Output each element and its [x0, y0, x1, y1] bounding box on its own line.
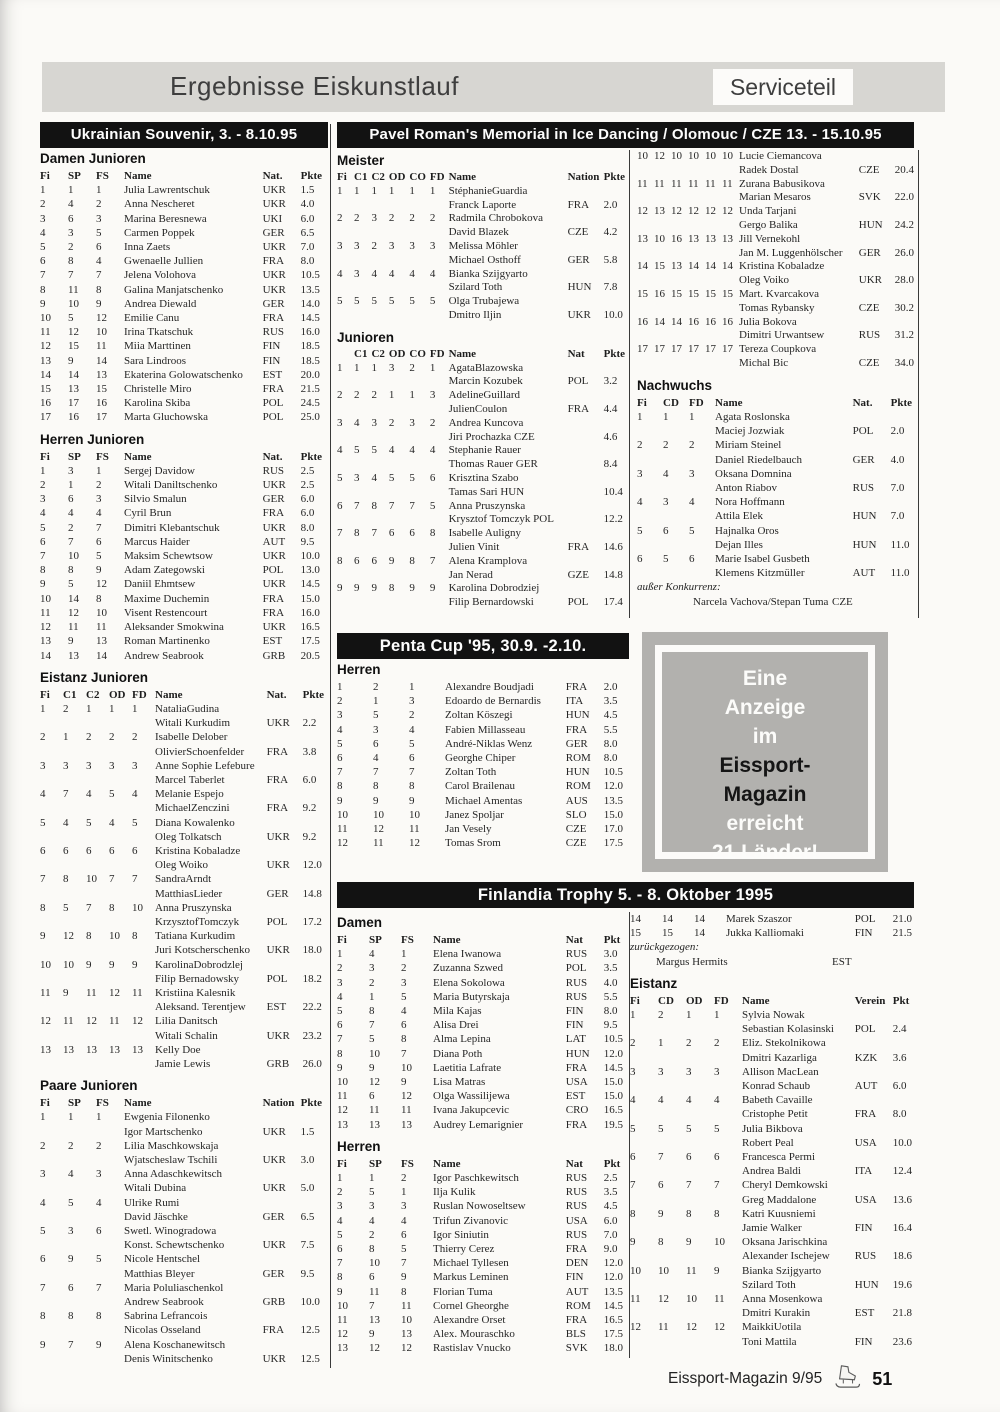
eistanz-junioren-table: [40, 688, 328, 1071]
table-row: 7 8 7 6 6 8 Isabelle Auligny Julien Vinit FRA 14.6: [337, 527, 623, 553]
table-row: 8 8 8 Sabrina Lefrancois Nicolas Osseland FRA 12.5: [40, 1310, 320, 1337]
table-row: 4 5 5 4 4 4 Stephanie Rauer Thomas Rauer GER 8.4: [337, 444, 618, 471]
table-row: 11 13 10 Alexandre Orset FRA 16.5: [337, 1314, 623, 1327]
table-row: 5 3 6 Swetl. Winogradowa Konst. Schewtschenko UKR 7.5: [40, 1225, 315, 1252]
ad-line: Magazin: [723, 783, 807, 806]
table-row: 5 6 5 André-Niklas Wenz GER 8.0: [337, 737, 618, 750]
table-row: 13 13 13 13 13 Kelly Doe Jamie Lewis GRB 26.0: [40, 1043, 322, 1070]
table-row: 5 4 5 4 5 Diana Kowalenko Oleg Tolkatsch UKR 9.2: [40, 816, 317, 843]
table-row: 14 14 13 Ekaterina Golowatschenko EST 20.0: [40, 368, 320, 381]
table-header-row: Fi C1 C2 OD CO FD Name Nation Pkte: [337, 171, 625, 183]
table-row: 1 1 1 1 1 1 StéphanieGuardia Franck Laporte FRA 2.0: [337, 184, 618, 211]
herren-junioren-table: [40, 450, 328, 663]
finlandia-damen-table: [337, 933, 629, 1132]
table-row: 10 10 11 9 Bianka Szijgyarto Szilard Toth HUN 19.6: [630, 1264, 912, 1291]
finlandia-column-left: [337, 912, 629, 1356]
page-number: 51: [872, 1368, 893, 1389]
table-row: 9 5 12 Daniil Ehmtsew UKR 14.5: [40, 578, 320, 591]
table-row: 5 5 5 5 Julia Bikbova Robert Peal USA 10.0: [630, 1122, 912, 1149]
table-row: 2 5 1 Ilja Kulik RUS 3.5: [337, 1186, 618, 1199]
table-row: 13 9 13 Roman Martinenko EST 17.5: [40, 635, 320, 648]
table-row: 1 2 1 Alexandre Boudjadi FRA 2.0: [337, 681, 618, 693]
section-title-finlandia-damen: Damen: [337, 915, 383, 930]
page-header-band: [42, 62, 945, 112]
section-title-finlandia-herren: Herren: [337, 1138, 381, 1154]
section-title-damen-junioren: Damen Junioren: [40, 151, 146, 166]
table-row: 16 17 16 Karolina Skiba POL 24.5: [40, 397, 320, 410]
table-row: 5 6 5 Hajnalka Oros Dejan Illes HUN 11.0: [637, 524, 910, 551]
table-row: 8 8 9 Adam Zategowski POL 13.0: [40, 564, 320, 577]
table-row: 8 11 8 Galina Manjatschenko UKR 13.5: [40, 283, 320, 296]
table-row: 13 13 13 Audrey Lemarignier FRA 19.5: [337, 1118, 623, 1131]
table-header-row: Fi CD FD Name Nat. Pkte: [637, 396, 912, 409]
table-row: 9 9 9 Michael Amentas AUS 13.5: [337, 794, 623, 807]
table-row: 2 2 2 Lilia Maschkowskaja Wjatscheslaw Tschili UKR 3.0: [40, 1139, 315, 1166]
ausser-konkurrenz-nation: CZE: [832, 595, 853, 608]
table-row: 6 6 6 6 6 Kristina Kobaladze Oleg Woiko UKR 12.0: [40, 844, 322, 872]
table-row: 7 8 10 7 7 SandraArndt MatthiasLieder GER 14.8: [40, 873, 322, 900]
table-row: 7 10 5 Maksim Schewtsow UKR 10.0: [40, 550, 320, 563]
table-row: 1 1 1 Julia Lawrentschuk UKR 1.5: [40, 184, 315, 197]
ad-line: Eine: [742, 667, 788, 690]
table-row: 14 15 13 14 14 14 Kristina Kobaladze Oleg Voiko UKR 28.0: [637, 260, 914, 287]
ad-line: 21 Länder!: [711, 841, 819, 864]
table-row: 1 1 1 3 2 1 AgataBlazowska Marcin Kozubek POL 3.2: [337, 361, 618, 388]
table-row: 8 5 7 8 10 Anna Pruszynska KrzysztofTomczyk POL 17.2: [40, 901, 322, 928]
table-row: 3 3 3 3 Allison MacLean Konrad Schaub AUT 6.0: [630, 1065, 907, 1093]
table-header-row: Fi SP FS Name Nat Pkt: [337, 934, 621, 946]
column-separator: [629, 150, 630, 618]
skate-logo-icon: [832, 1364, 862, 1394]
section-title-penta-herren: Herren: [337, 662, 381, 677]
table-row: 1 4 1 Elena Iwanowa RUS 3.0: [337, 948, 618, 961]
ad-line: erreicht: [726, 812, 804, 835]
table-row: 8 6 9 Markus Leminen FIN 12.0: [337, 1271, 623, 1284]
table-header-row: Fi CD OD FD Name Verein Pkt: [630, 994, 910, 1007]
table-row: 7 7 7 Jelena Volohova UKR 10.5: [40, 269, 320, 282]
table-header-row: Fi SP FS Name Nat. Pkte: [40, 170, 322, 182]
table-row: 15 15 14 Jukka Kalliomaki FIN 21.5: [630, 927, 912, 940]
finlandia-eistanz-table: [630, 994, 918, 1349]
section-title-eistanz-junioren: Eistanz Junioren: [40, 669, 149, 685]
table-row: 4 4 4 Trifun Zivanovic USA 6.0: [337, 1214, 618, 1227]
page-title: Ergebnisse Eiskunstlauf: [170, 71, 459, 101]
table-row: 15 16 15 15 15 15 Mart. Kvarcakova Tomas Rybansky CZE 30.2: [637, 287, 914, 314]
table-row: 17 16 17 Marta Gluchowska POL 25.0: [40, 411, 320, 424]
table-row: 10 10 9 9 9 KarolinaDobrodzlej Filip Bernadowsky POL 18.2: [40, 958, 322, 985]
section-title-herren-junioren: Herren Junioren: [40, 431, 145, 447]
table-row: 5 2 7 Dimitri Klebantschuk UKR 8.0: [40, 521, 315, 534]
table-row: 5 8 4 Mila Kajas FIN 8.0: [337, 1005, 618, 1018]
table-row: 17 17 17 17 17 17 Tereza Coupkova Michal Bic CZE 34.0: [637, 343, 914, 369]
withdrawn-entry: [630, 955, 918, 969]
advertisement-box: [642, 632, 888, 872]
meister-table: [337, 171, 629, 323]
table-row: 11 12 10 Irina Tkatschuk RUS 16.0: [40, 326, 320, 339]
damen-junioren-table: [40, 169, 328, 425]
banner-penta-cup: Penta Cup '95, 30.9. -2.10.: [337, 633, 629, 659]
table-row: 10 5 12 Emilie Canu FRA 14.5: [40, 312, 320, 325]
table-row: 7 5 8 Alma Lepina LAT 10.5: [337, 1033, 623, 1046]
banner-finlandia-trophy: Finlandia Trophy 5. - 8. Oktober 1995: [337, 882, 914, 908]
table-row: 6 8 4 Gwenaelle Jullien FRA 8.0: [40, 255, 315, 268]
table-row: 1 1 1 Agata Roslonska Maciej Jozwiak POL 2.0: [637, 410, 905, 438]
table-row: 11 6 12 Olga Wassilijewa EST 15.0: [337, 1090, 623, 1103]
table-row: 8 8 8 Carol Brailenau ROM 12.0: [337, 780, 623, 793]
table-row: 6 7 6 Marcus Haider AUT 9.5: [40, 535, 315, 548]
table-row: 11 9 11 12 11 Kristiina Kalesnik Aleksand. Terentjew EST 22.2: [40, 986, 322, 1014]
table-row: 10 14 8 Maxime Duchemin FRA 15.0: [40, 592, 320, 605]
table-row: 2 1 3 Edoardo de Bernardis ITA 3.5: [337, 695, 618, 708]
table-row: 11 12 11 Jan Vesely CZE 17.0: [337, 823, 623, 836]
table-row: 12 13 12 12 12 12 Unda Tarjani Gergo Balika HUN 24.2: [637, 205, 914, 231]
pavel-roman-column-left: [337, 150, 629, 610]
ausser-konkurrenz-entry: [637, 595, 918, 609]
table-row: 7 6 7 7 Cheryl Demkowski Greg Maddalone USA 13.6: [630, 1179, 912, 1206]
table-row: 1 1 2 Igor Paschkewitsch RUS 2.5: [337, 1172, 618, 1185]
magazine-name: Eissport-Magazin 9/95: [668, 1370, 823, 1387]
section-title-finlandia-eistanz: Eistanz: [630, 975, 678, 991]
table-row: 3 6 3 Silvio Smalun GER 6.0: [40, 493, 315, 506]
withdrawn-nation: EST: [832, 955, 852, 968]
ukrainian-souvenir-column: [40, 122, 328, 1366]
table-row: 5 3 4 5 5 6 Krisztina Szabo Tamas Sari HUN 10.4: [337, 471, 623, 498]
table-row: 1 2 1 1 1 NataliaGudina Witali Kurkudim UKR 2.2: [40, 702, 317, 730]
advertisement-inner: [655, 645, 875, 864]
table-row: 4 7 4 5 4 Melanie Espejo MichaelZenczini FRA 9.2: [40, 788, 317, 815]
table-row: 6 5 6 Marie Isabel Gusbeth Klemens Kitzmüller AUT 11.0: [637, 552, 910, 580]
nachwuchs-table: [637, 396, 918, 581]
table-row: 11 12 10 11 Anna Mosenkowa Dmitri Kurakin EST 21.8: [630, 1293, 912, 1320]
banner-pavel-roman-memorial: Pavel Roman's Memorial in Ice Dancing / Olomouc / CZE 13. - 15.10.95: [337, 122, 914, 148]
table-row: 3 6 3 Marina Beresnewa UKI 6.0: [40, 212, 315, 225]
table-row: 5 2 6 Igor Siniutin RUS 7.0: [337, 1228, 618, 1241]
table-row: 12 11 12 12 MaikkiUotila Toni Mattila FIN 23.6: [630, 1321, 912, 1348]
table-row: 9 11 8 Florian Tuma AUT 13.5: [337, 1285, 623, 1298]
table-row: 13 12 12 Rastislav Vnucko SVK 18.0: [337, 1342, 623, 1355]
table-row: 8 10 7 Diana Poth HUN 12.0: [337, 1047, 623, 1060]
table-row: 9 8 9 10 Oksana Jarischkina Alexander Ischejew RUS 18.6: [630, 1236, 912, 1263]
penta-cup-section: [337, 633, 629, 850]
ad-line: im: [752, 725, 778, 748]
table-row: 6 7 6 Alisa Drei FIN 9.5: [337, 1019, 618, 1032]
table-row: 14 14 14 Marek Szaszor POL 21.0: [630, 913, 912, 925]
table-row: 12 11 12 11 12 Lilia Danitsch Witali Schalin UKR 23.2: [40, 1015, 322, 1042]
page-footer: [668, 1364, 892, 1394]
table-row: 13 9 14 Sara Lindroos FIN 18.5: [40, 354, 320, 367]
table-row: 9 12 8 10 8 Tatiana Kurkudim Juri Kotscherschenko UKR 18.0: [40, 930, 322, 957]
penta-herren-table: [337, 680, 629, 850]
serviceteil-badge: [713, 69, 853, 105]
table-row: 1 1 1 Ewgenia Filonenko Igor Martschenko UKR 1.5: [40, 1111, 315, 1138]
table-row: 1 3 1 Sergej Davidow RUS 2.5: [40, 464, 315, 477]
table-row: 2 1 2 Witali Daniltschenko UKR 2.5: [40, 479, 315, 492]
table-row: 12 9 13 Alex. Mouraschko BLS 17.5: [337, 1328, 623, 1341]
table-row: 13 10 16 13 13 13 Jill Vernekohl Jan M. Luggenhölscher GER 26.0: [637, 232, 914, 259]
table-row: 3 4 3 2 3 2 Andrea Kuncova Jiri Prochazka CZE 4.6: [337, 416, 618, 443]
table-row: 2 2 2 Miriam Steinel Daniel Riedelbauch GER 4.0: [637, 439, 905, 466]
table-row: 6 9 5 Nicole Hentschel Matthias Bleyer GER 9.5: [40, 1253, 315, 1280]
serviceteil-label: Serviceteil: [729, 73, 837, 100]
table-row: 7 10 7 Michael Tyllesen DEN 12.0: [337, 1257, 623, 1270]
table-row: 4 4 4 Cyril Brun FRA 6.0: [40, 507, 315, 520]
table-row: 3 2 3 Elena Sokolowa RUS 4.0: [337, 976, 618, 989]
table-header-row: C1 C2 OD CO FD Name Nat Pkte: [354, 347, 625, 360]
junioren-table: [337, 348, 629, 610]
table-row: 3 3 3 3 3 Anne Sophie Lefebure Marcel Taberlet FRA 6.0: [40, 759, 317, 786]
table-row: 1 2 1 1 Sylvia Nowak Sebastian Kolasinski POL 2.4: [630, 1009, 907, 1036]
table-row: 9 10 9 Andrea Diewald GER 14.0: [40, 297, 320, 310]
finlandia-herren-table: [337, 1157, 629, 1356]
table-row: 4 1 5 Maria Butyrskaja RUS 5.5: [337, 990, 618, 1003]
table-row: 10 10 10 Janez Spoljar SLO 15.0: [337, 808, 623, 821]
table-row: 10 12 9 Lisa Matras USA 15.0: [337, 1076, 623, 1089]
junioren-table-continued: [637, 150, 918, 371]
section-title-paare-junioren: Paare Junioren: [40, 1078, 138, 1094]
ad-line: Eissport-: [719, 754, 811, 777]
table-header-row: Fi SP FS Name Nation Pkte: [40, 1097, 322, 1110]
finlandia-column-right: [630, 912, 918, 1349]
table-row: 12 11 11 Aleksander Smokwina UKR 16.5: [40, 621, 320, 634]
finlandia-herren-table-continued: [630, 912, 918, 940]
table-row: 3 5 2 Zoltan Köszegi HUN 4.5: [337, 709, 618, 722]
table-row: 6 7 6 6 Francesca Permi Andrea Baldi ITA 12.4: [630, 1151, 912, 1178]
table-row: 2 2 2 1 1 3 AdelineGuillard JulienCoulon FRA 4.4: [337, 389, 618, 415]
table-row: 2 1 2 2 Eliz. Stekolnikowa Dmitri Kazarliga KZK 3.6: [630, 1037, 907, 1064]
table-row: 4 5 4 Ulrike Rumi David Jäschke GER 6.5: [40, 1196, 315, 1223]
paare-junioren-table: [40, 1096, 328, 1366]
table-row: 10 12 10 10 10 10 Lucie Ciemancova Radek Dostal CZE 20.4: [637, 150, 914, 176]
banner-ukrainian-souvenir: Ukrainian Souvenir, 3. - 8.10.95: [40, 122, 328, 148]
table-row: 7 6 7 Maria Poluliaschenkol Andrew Seabrook GRB 10.0: [40, 1281, 320, 1309]
table-row: 2 3 2 Zuzanna Szwed POL 3.5: [337, 962, 618, 975]
table-row: 11 12 10 Visent Restencourt FRA 16.0: [40, 606, 320, 619]
table-row: 7 7 7 Zoltan Toth HUN 10.5: [337, 766, 623, 779]
withdrawn-label: zurückgezogen:: [630, 941, 700, 954]
table-row: 4 3 4 Nora Hoffmann Attila Elek HUN 7.0: [637, 496, 905, 523]
table-row: 8 9 8 8 Katri Kuusniemi Jamie Walker FIN 16.4: [630, 1207, 912, 1235]
table-row: 9 7 9 Alena Koschanewitsch Denis Winitschenko UKR 12.5: [40, 1338, 320, 1365]
ausser-konkurrenz-names: Narcela Vachova/Stepan Tuma: [693, 595, 829, 608]
table-row: 16 14 14 16 16 16 Julia Bokova Dimitri Urwantsew RUS 31.2: [637, 315, 914, 342]
table-row: 2 4 2 Anna Nescheret UKR 4.0: [40, 198, 315, 211]
table-row: 3 4 3 Anna Adaschkewitsch Witali Dubina UKR 5.0: [40, 1168, 315, 1195]
column-separator: [918, 150, 919, 618]
table-row: 12 15 11 Miia Marttinen FIN 18.5: [40, 340, 320, 353]
table-row: 2 2 3 2 2 2 Radmila Chrobokova David Blazek CZE 4.2: [337, 212, 618, 239]
ad-line: Anzeige: [724, 696, 806, 719]
section-title-nachwuchs: Nachwuchs: [637, 377, 713, 393]
withdrawn-name: Margus Hermits: [656, 955, 728, 968]
table-row: 15 13 15 Christelle Miro FRA 21.5: [40, 383, 320, 396]
table-row: 6 4 6 Georghe Chiper ROM 8.0: [337, 752, 618, 765]
table-row: 4 3 4 4 4 4 Bianka Szijgyarto Szilard Toth HUN 7.8: [337, 267, 618, 294]
table-row: 9 9 9 8 9 9 Karolina Dobrodziej Filip Bernardowski POL 17.4: [337, 582, 623, 609]
ausser-konkurrenz-label: außer Konkurrenz:: [637, 581, 721, 594]
table-row: 3 3 3 Ruslan Nowoseltsew RUS 4.5: [337, 1200, 618, 1213]
table-header-row: Fi SP FS Name Nat. Pkte: [40, 450, 322, 463]
table-row: 2 1 2 2 2 Isabelle Delober OlivierSchoenfelder FRA 3.8: [40, 731, 317, 758]
table-row: 5 2 6 Inna Zaets UKR 7.0: [40, 241, 315, 254]
table-row: 10 7 11 Cornel Gheorghe ROM 14.5: [337, 1299, 623, 1312]
table-row: 4 3 5 Carmen Poppek GER 6.5: [40, 226, 315, 239]
table-row: 8 6 6 9 8 7 Alena Kramplova Jan Nerad GZE 14.8: [337, 554, 623, 581]
table-header-row: Fi C1 C2 OD FD Name Nat. Pkte: [40, 688, 324, 701]
table-row: 5 5 5 5 5 5 Olga Trubajewa Dmitro Iljin UKR 10.0: [337, 295, 623, 321]
table-row: 3 4 3 Oksana Domnina Anton Riabov RUS 7.0: [637, 467, 905, 494]
table-row: 11 11 11 11 11 11 Zurana Babusikova Marian Mesaros SVK 22.0: [637, 177, 914, 204]
table-row: 4 4 4 4 Babeth Cavaille Cristophe Petit FRA 8.0: [630, 1094, 907, 1121]
table-row: 3 3 2 3 3 3 Melissa Möhler Michael Osthoff GER 5.8: [337, 239, 618, 266]
section-title-meister: Meister: [337, 153, 385, 168]
table-row: 12 11 11 Ivana Jakupcevic CRO 16.5: [337, 1104, 623, 1117]
table-row: 14 13 14 Andrew Seabrook GRB 20.5: [40, 649, 320, 662]
table-row: 9 9 10 Laetitia Lafrate FRA 14.5: [337, 1061, 623, 1074]
table-header-row: Fi SP FS Name Nat Pkt: [337, 1157, 621, 1170]
table-row: 6 8 5 Thierry Cerez FRA 9.0: [337, 1243, 618, 1256]
table-row: 6 7 8 7 7 5 Anna Pruszynska Krysztof Tomczyk POL 12.2: [337, 499, 623, 526]
table-row: 12 11 12 Tomas Srom CZE 17.5: [337, 837, 623, 850]
pavel-roman-column-right: [637, 150, 918, 609]
column-separator: [330, 124, 331, 1368]
table-row: 4 3 4 Fabien Millasseau FRA 5.5: [337, 723, 618, 736]
section-title-junioren: Junioren: [337, 329, 395, 345]
